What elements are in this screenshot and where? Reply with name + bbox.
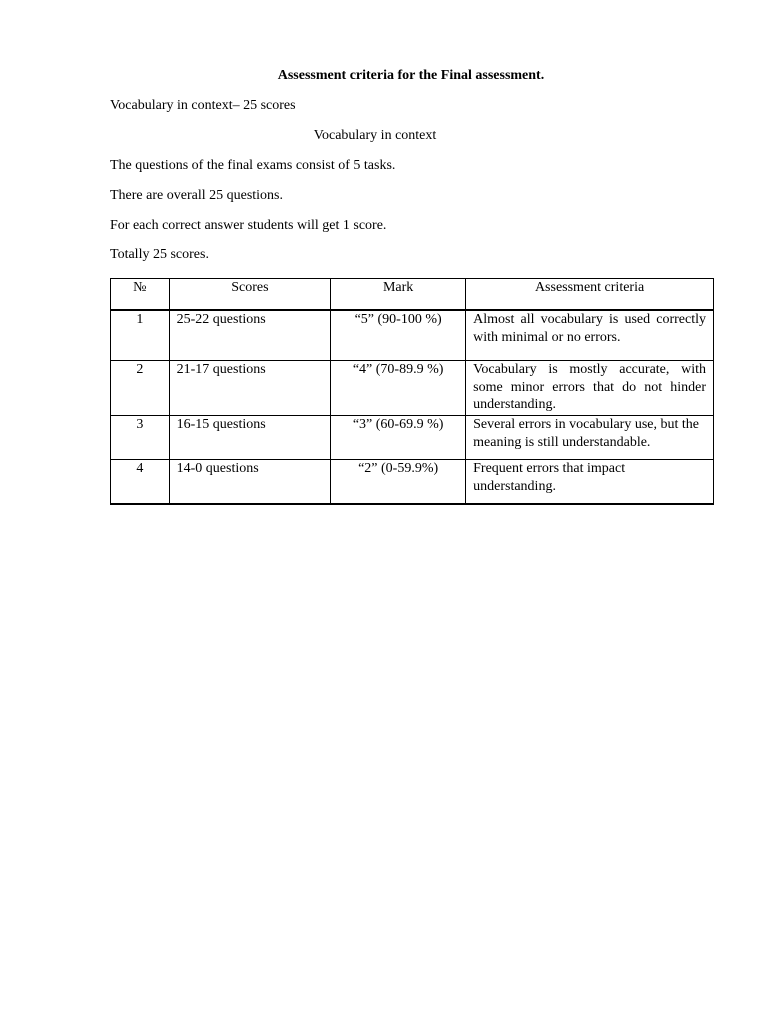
cell-scores: 14-0 questions [169, 460, 331, 505]
cell-mark: “2” (0-59.9%) [331, 460, 466, 505]
cell-mark: “5” (90-100 %) [331, 310, 466, 361]
cell-criteria: Almost all vocabulary is used correctly with minimal or no errors. [466, 310, 714, 361]
cell-criteria: Vocabulary is mostly accurate, with some minor errors that do not hinder understanding. [466, 361, 714, 416]
cell-number: 3 [111, 416, 170, 460]
cell-number: 4 [111, 460, 170, 505]
cell-number: 1 [111, 310, 170, 361]
cell-criteria: Several errors in vocabulary use, but the meaning is still understandable. [466, 416, 714, 460]
header-scores: Scores [169, 279, 331, 311]
section-heading: Vocabulary in context [313, 128, 437, 143]
table-row [111, 416, 714, 460]
cell-mark: “4” (70-89.9 %) [331, 361, 466, 416]
header-number: № [111, 279, 170, 311]
cell-scores: 21-17 questions [169, 361, 331, 416]
paragraph-tasks: The questions of the final exams consist of 5 tasks. [110, 158, 396, 173]
paragraph-score-per-answer: For each correct answer students will get 1 score. [110, 218, 387, 233]
table-row [111, 361, 714, 416]
cell-criteria: Frequent errors that impact understanding. [466, 460, 714, 505]
document-title: Assessment criteria for the Final assessment. [277, 68, 545, 83]
cell-scores: 16-15 questions [169, 416, 331, 460]
cell-scores: 25-22 questions [169, 310, 331, 361]
header-criteria: Assessment criteria [466, 279, 714, 311]
header-mark: Mark [331, 279, 466, 311]
section-line: Vocabulary in context– 25 scores [110, 98, 296, 113]
table-header-row [111, 279, 714, 311]
table-row [111, 310, 714, 361]
paragraph-total: Totally 25 scores. [110, 247, 209, 262]
cell-mark: “3” (60-69.9 %) [331, 416, 466, 460]
paragraph-questions: There are overall 25 questions. [110, 188, 283, 203]
assessment-table [110, 278, 714, 505]
table-row [111, 460, 714, 505]
cell-number: 2 [111, 361, 170, 416]
